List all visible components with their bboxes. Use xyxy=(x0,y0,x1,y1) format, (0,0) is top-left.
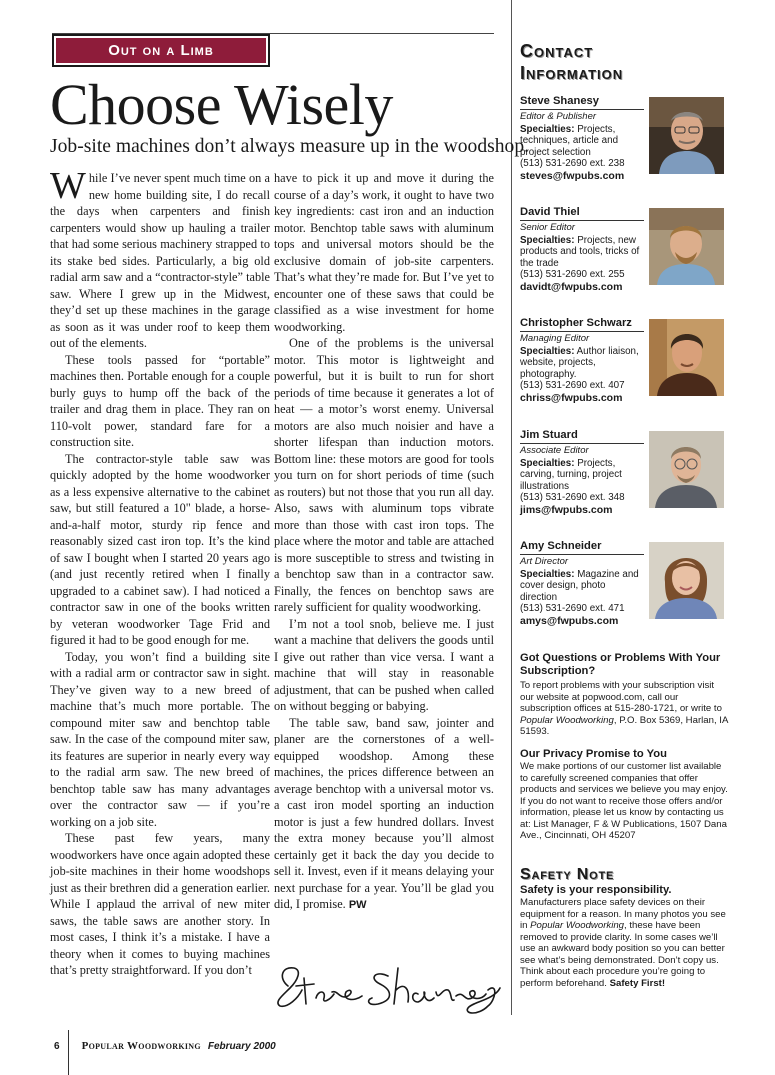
safety-title: Safety Note xyxy=(520,866,615,883)
contact-role: Associate Editor xyxy=(520,445,589,456)
contact-email[interactable]: davidt@fwpubs.com xyxy=(520,280,623,293)
contact-name: Christopher Schwarz xyxy=(520,316,644,332)
contact-photo xyxy=(649,431,724,508)
contact-photo xyxy=(649,542,724,619)
article-paragraph: Today, you won’t find a building site with a radial arm or contractor saw in sight. They’ve given way to a new breed of machine that’s much more portable. The compound miter saw and benchtop table saw. In the case of the compound miter saw, its features are superior in nearly every way to the radial arm saw. The new breed of benchtop table saw has many advantages over the contractor saw — if you’re working on a job site. xyxy=(50,649,270,829)
contact-phone: (513) 531-2690 ext. 255 xyxy=(520,269,625,281)
contact-specialties: Specialties: Projects, new products and tools, tricks of the trade xyxy=(520,235,640,269)
privacy-promise xyxy=(520,748,728,842)
article-paragraph: One of the problems is the universal motor. This motor is lightweight and powerful, but it is built to run for short periods of time because it generates a lot of heat — a motor’s worst enemy. Universal motors are also much noisier and have a shorter lifespan than induction motors. Bottom line: these motors are good for tools you turn on for short periods of time (such as routers) but not those that you run all day. Also, saws with aluminum tops vibrate more than those with cast iron tops. The place where the motor and table are attached is more susceptible to stress and twisting in a benchtop saw than in a contractor saw. Finally, the fences on benchtop saws are rarely sufficient for quality woodworking. xyxy=(274,336,494,614)
contact-name: Jim Stuard xyxy=(520,428,644,444)
contact-email[interactable]: chriss@fwpubs.com xyxy=(520,391,623,404)
contact-card xyxy=(520,316,725,424)
publication-name: Popular Woodworking xyxy=(81,1040,201,1052)
contact-card xyxy=(520,539,725,647)
contact-sidebar xyxy=(520,40,728,989)
headline: Choose Wisely xyxy=(50,72,393,137)
article-paragraph: These tools passed for “portable” machines then. Portable enough for a couple burly guys to hump off the back of the trailer and drag them in place. They ran on 110-volt power, standard fare for a construction site. xyxy=(50,352,270,449)
contact-photo xyxy=(649,97,724,174)
safety-body: Manufacturers place safety devices on their equipment for a reason. In many photos you see in Popular Woodworking, these have been removed to provide clarity. In some cases we’ll use an awkward body position so you can better see what’s being demonstrated. Don’t copy us. Think about each procedure you’re going to perform beforehand. Safety First! xyxy=(520,897,726,989)
folio-rule xyxy=(68,1030,69,1075)
article-paragraph: The contractor-style table saw was quickly adopted by the home woodworker as a less expensive alternative to the cabinet saw, but still featured a 10" blade, a horse-and-a-half motor, sturdy rip fence and reasonably sized cast iron top. It’s the kind of saw I bought when I started 20 years ago (and just recently retired when I finally upgraded to a cabinet saw). I had noticed a contractor saw in one of the books written by veteran woodworker Tage Frid and figured it had to be good enough for me. xyxy=(50,451,270,647)
contact-role: Managing Editor xyxy=(520,333,590,344)
safety-subtitle: Safety is your responsibility. xyxy=(520,884,672,896)
department-label: Out on a Limb xyxy=(56,38,266,63)
contact-email[interactable]: steves@fwpubs.com xyxy=(520,169,625,182)
article-column-right xyxy=(274,170,494,914)
issue-date: February 2000 xyxy=(207,1040,276,1052)
contact-card xyxy=(520,205,725,313)
pw-signoff: PW xyxy=(348,899,367,911)
department-banner xyxy=(52,34,270,67)
contact-role: Editor & Publisher xyxy=(520,111,597,122)
contact-specialties: Specialties: Author liaison, website, projects, photography. xyxy=(520,346,639,380)
subscription-info xyxy=(520,652,728,738)
folio xyxy=(54,1040,276,1052)
safety-note xyxy=(520,866,728,989)
article-paragraph: These past few years, many woodworkers have once again adopted these job-site machines in their home woodshops just as their brethren did a generation earlier. While I applaud the arrival of new miter saws, the table saws are another story. In most cases, I think it’s a mistake. I have a theory when it comes to buying machines that’s pretty straightforward. If you don’t xyxy=(50,831,270,977)
contact-photo xyxy=(649,208,724,285)
contact-specialties: Specialties: Projects, carving, turning, project illustrations xyxy=(520,458,622,492)
sidebar-title: Contact Information xyxy=(520,41,624,83)
contact-card xyxy=(520,428,725,536)
contact-email[interactable]: jims@fwpubs.com xyxy=(520,503,613,516)
contact-role: Art Director xyxy=(520,556,569,567)
contact-specialties: Specialties: Magazine and cover design, photo direction xyxy=(520,569,639,603)
contact-specialties: Specialties: Projects, techniques, article and project selection xyxy=(520,124,619,158)
contact-phone: (513) 531-2690 ext. 238 xyxy=(520,158,625,170)
contact-name: Amy Schneider xyxy=(520,539,644,555)
article-paragraph: The table saw, band saw, jointer and planer are the cornerstones of a well-equipped woodshop. Among these machines, the prices difference between an average benchtop with a universal motor vs. a cast iron model sporting an induction motor is just a few hundred dollars. Invest the extra money because you’ll almost certainly get it back the day you decide to sell it. Invest, even if it means delaying your next purchase for a year. You’ll be glad you did, I promise. PW xyxy=(274,715,494,911)
article-paragraph: I’m not a tool snob, believe me. I just want a machine that delivers the goods until I give out rather than vice versa. I want a machine that will stay in reasonable adjustment, that can be pushed when called on without begging or babying. xyxy=(274,616,494,713)
contact-card xyxy=(520,94,725,202)
contact-name: Steve Shanesy xyxy=(520,94,644,110)
contact-name: David Thiel xyxy=(520,205,644,221)
contact-phone: (513) 531-2690 ext. 471 xyxy=(520,603,625,615)
subscription-body: To report problems with your subscription visit our website at popwood.com, call our subscription offices at 515-280-1721, or write to Popular Woodworking, P.O. Box 5369, Harlan, IA 51593. xyxy=(520,680,728,737)
contact-role: Senior Editor xyxy=(520,222,575,233)
drop-cap: W xyxy=(50,165,86,207)
article-column-left xyxy=(50,165,270,979)
privacy-title: Our Privacy Promise to You xyxy=(520,748,667,760)
contact-phone: (513) 531-2690 ext. 348 xyxy=(520,492,625,504)
contact-email[interactable]: amys@fwpubs.com xyxy=(520,614,619,627)
privacy-body: We make portions of our customer list available to carefully screened companies that offer products and services we believe you may enjoy. If you do not want to receive those offers and/or information, please let us know by contacting us at: List Manager, F & W Publications, 1507 Dana Ave., Cincinnati, OH 45207 xyxy=(520,761,728,841)
dek: Job-site machines don’t always measure up in the woodshop. xyxy=(50,136,530,157)
subscription-title: Got Questions or Problems With Your Subscription? xyxy=(520,652,721,677)
article-paragraph: While I’ve never spent much time on a new home building site, I do recall the days when carpenters and finish carpenters would show up hauling a trailer that had some serious machinery strapped to its stake bed sides. Particularly, a big old radial arm saw and a “contractor-style” table saw. Where I grew up in the Midwest, they’d set up these machines in the garage as soon as it was under roof to keep them out of the elements. xyxy=(50,165,270,350)
editor-signature xyxy=(268,948,508,1025)
contact-photo xyxy=(649,319,724,396)
article-paragraph: have to pick it up and move it during the course of a day’s work, it ought to have two key ingredients: cast iron and an induction motor. Benchtop table saws with aluminum tops and universal motors should be the exclusive domain of job-site carpenters. That’s what they’re made for. But I’ve yet to encounter one of these saws that could be classified as a wise investment for home woodworking. xyxy=(274,171,494,334)
contact-phone: (513) 531-2690 ext. 407 xyxy=(520,380,625,392)
page-number: 6 xyxy=(54,1040,60,1052)
